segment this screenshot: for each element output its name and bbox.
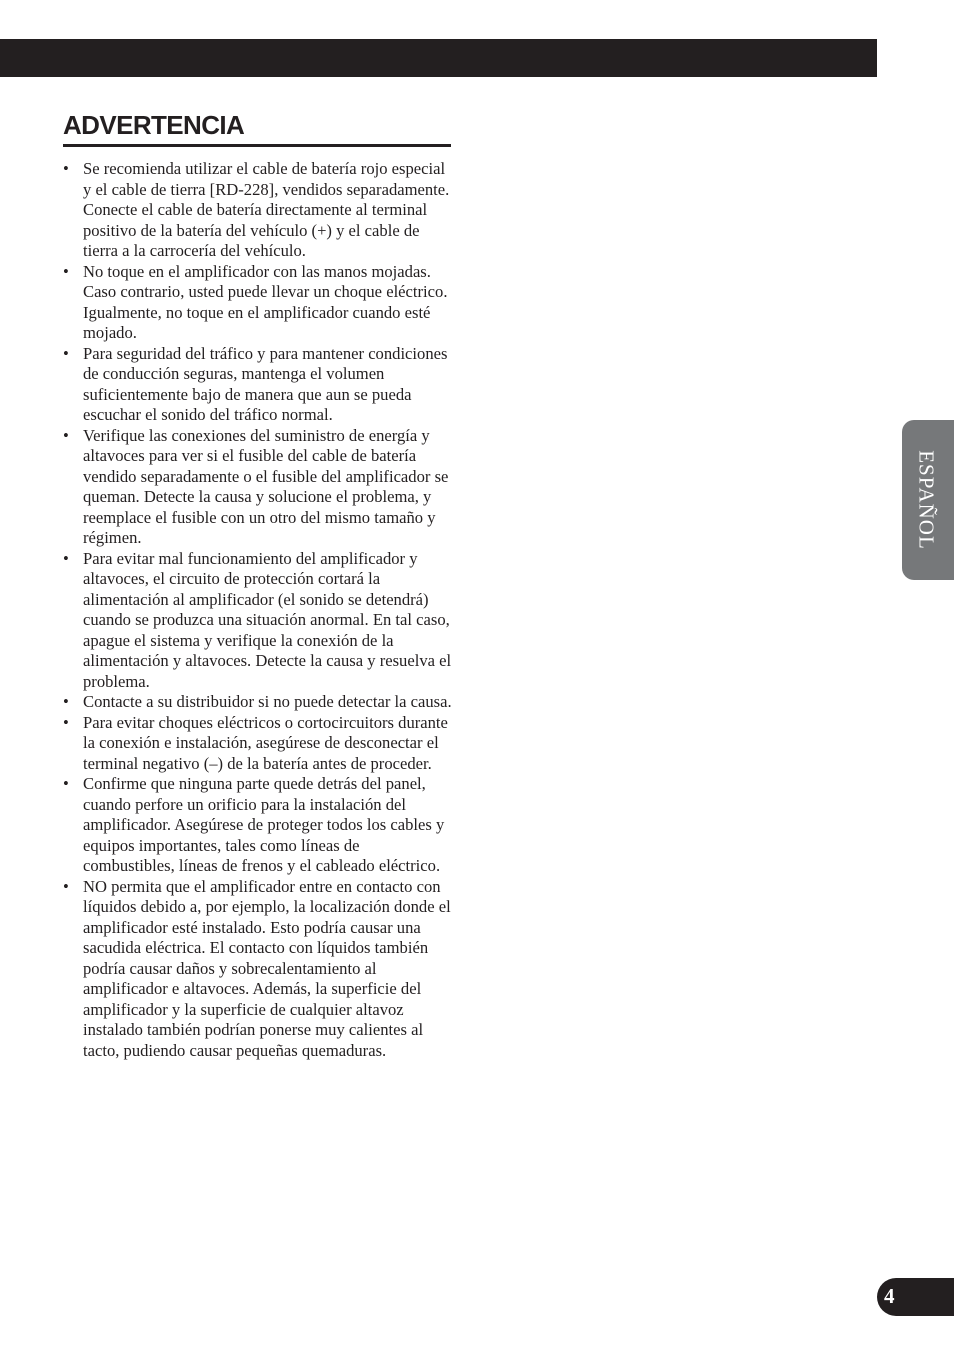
list-item-text: Para seguridad del tráfico y para mantener condiciones de conducción seguras, mantenga el volumen suficientemente bajo de manera que aun se pueda escuchar el sonido del tráfico normal. [83, 343, 448, 424]
list-item-text: Para evitar mal funcionamiento del amplificador y altavoces, el circuito de protección cortará la alimentación al amplificador (el sonido se detendrá) cuando se produzca una situación anormal. En tal caso, apague el sistema y verifique la conexión de la alimentación y altavoces. Detecte la causa y resuelva el problema. [83, 548, 452, 691]
bullet-icon: • [63, 876, 69, 896]
list-item-text: Confirme que ninguna parte quede detrás del panel, cuando perfore un orificio para la instalación del amplificador. Asegúrese de proteger todos los cables y equipos importantes, tales como líneas de combustibles, líneas de frenos y el cableado eléctrico. [83, 774, 445, 875]
bullet-icon: • [63, 548, 69, 568]
page-number: 4 [884, 1284, 895, 1308]
bullet-icon: • [63, 159, 69, 178]
bullet-icon: • [63, 712, 69, 732]
section-heading: ADVERTENCIA [63, 108, 451, 147]
list-item-text: No toque en el amplificador con las manos mojadas. Caso contrario, usted puede llevar un choque eléctrico. Igualmente, no toque en el amplificador cuando esté mojado. [83, 261, 448, 342]
bullet-icon: • [63, 425, 69, 445]
warning-list [63, 159, 455, 1061]
list-item [63, 877, 455, 1062]
list-item [63, 774, 455, 877]
list-item [63, 549, 455, 693]
list-item [63, 692, 455, 713]
list-item-text: Contacte a su distribuidor si no puede detectar la causa. [83, 692, 452, 711]
list-item [63, 344, 455, 426]
list-item-text: Para evitar choques eléctricos o cortocircuitors durante la conexión e instalación, asegúrese de desconectar el terminal negativo (–) de la batería antes de proceder. [83, 712, 448, 773]
list-item [63, 262, 455, 344]
bullet-icon: • [63, 774, 69, 793]
language-tab-label: ESPAÑOL [914, 450, 939, 550]
bullet-icon: • [63, 261, 69, 281]
list-item-text: NO permita que el amplificador entre en contacto con líquidos debido a, por ejemplo, la localización donde el amplificador esté instalado. Esto podría causar una sacudida eléctrica. El contacto con líquidos también podría causar daños y sobrecalentamiento al amplificador e altavoces. Además, la superficie del amplificador y la superficie de cualquier altavoz instalado también podrían ponerse muy calientes al tacto, pudiendo causar pequeñas quemaduras. [83, 876, 451, 1060]
list-item [63, 159, 455, 262]
list-item [63, 426, 455, 549]
list-item-text: Verifique las conexiones del suministro de energía y altavoces para ver si el fusible del cable de batería vendido separadamente o el fusible del amplificador se queman. Detecte la causa y solucione el problema, y reemplace el fusible con un otro del mismo tamaño y régimen. [83, 425, 449, 547]
bullet-icon: • [63, 343, 69, 363]
list-item [63, 713, 455, 775]
header-bar [0, 39, 877, 77]
list-item-text: Se recomienda utilizar el cable de batería rojo especial y el cable de tierra [RD-228], vendidos separadamente. Conecte el cable de batería directamente al terminal positivo de la batería del vehículo (+) y el cable de tierra a la carrocería del vehículo. [83, 159, 450, 260]
bullet-icon: • [63, 692, 69, 711]
